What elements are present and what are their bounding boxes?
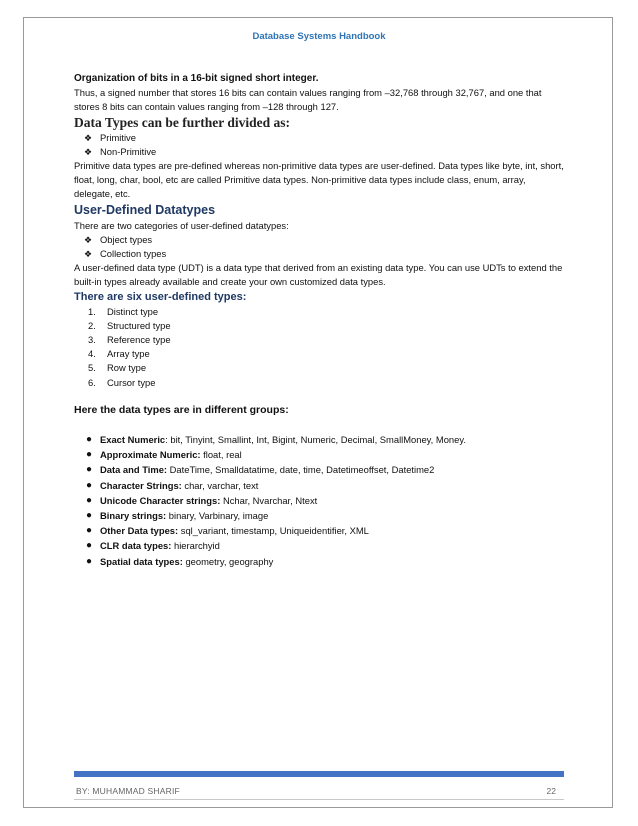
list-item: ● Data and Time: DateTime, Smalldatatime, date, time, Datetimeoffset, Datetime2	[86, 462, 566, 477]
bullet-icon: ●	[86, 540, 93, 552]
page-content	[74, 72, 566, 569]
divided-list	[74, 131, 566, 159]
bullet-icon: ●	[86, 555, 93, 567]
bits-heading: Organization of bits in a 16-bit signed short integer.	[74, 73, 319, 84]
list-item: ● CLR data types: hierarchyid	[86, 538, 566, 553]
footer-author: BY: MUHAMMAD SHARIF	[76, 786, 180, 796]
diamond-bullet-icon: ❖	[84, 146, 93, 157]
list-item: ● Approximate Numeric: float, real	[86, 447, 566, 462]
header-title: Database Systems Handbook	[252, 31, 386, 42]
page-number: 22	[546, 786, 556, 796]
primitive-text: Primitive data types are pre-defined whereas non-primitive data types are user-defined. Data types like byte, int, short, float, long, char, bool, etc are called Primitive data types. Non-primitive data types include class, enum, array, delegate, etc.	[74, 160, 564, 200]
footer-divider	[74, 799, 564, 800]
bullet-icon: ●	[86, 449, 93, 461]
udt-category-list	[74, 233, 566, 261]
list-item: ❖ Collection types	[84, 247, 566, 261]
bits-text: Thus, a signed number that stores 16 bits can contain values ranging from –32,768 through 32,767, and one that stores 8 bits can contain values ranging from –128 through 127.	[74, 87, 542, 113]
bullet-icon: ●	[86, 510, 93, 522]
list-item: ❖ Object types	[84, 233, 566, 247]
list-item: 1. Distinct type	[88, 305, 159, 317]
list-item: ● Other Data types: sql_variant, timestamp, Uniqueidentifier, XML	[86, 523, 566, 538]
list-item: 3. Reference type	[88, 334, 171, 346]
bullet-icon: ●	[86, 464, 93, 476]
list-item: 2. Structured type	[88, 319, 171, 331]
udt-text: A user-defined data type (UDT) is a data type that derived from an existing data type. You can use UDTs to extend the built-in types already available and create your own customized data types.	[74, 262, 563, 288]
bullet-icon: ●	[86, 434, 93, 446]
diamond-bullet-icon: ❖	[84, 249, 93, 260]
list-item: 5. Row type	[88, 362, 147, 374]
divided-heading: Data Types can be further divided as:	[74, 114, 291, 130]
list-item: ❖ Non-Primitive	[84, 145, 566, 159]
udt-intro: There are two categories of user-defined datatypes:	[74, 219, 289, 231]
diamond-bullet-icon: ❖	[84, 132, 93, 143]
list-item: ● Binary strings: binary, Varbinary, image	[86, 508, 566, 523]
udt-heading: User-Defined Datatypes	[74, 202, 216, 217]
list-item: 4. Array type	[88, 348, 150, 360]
groups-list	[74, 432, 566, 569]
list-item: ● Character Strings: char, varchar, text	[86, 478, 566, 493]
bullet-icon: ●	[86, 494, 93, 506]
footer-accent-bar	[74, 771, 564, 777]
bullet-icon: ●	[86, 525, 93, 537]
list-item: 6. Cursor type	[88, 376, 156, 388]
bullet-icon: ●	[86, 479, 93, 491]
groups-heading: Here the data types are in different groups:	[74, 403, 289, 416]
diamond-bullet-icon: ❖	[84, 234, 93, 245]
list-item: ● Unicode Character strings: Nchar, Nvarchar, Ntext	[86, 493, 566, 508]
list-item: ● Exact Numeric: bit, Tinyint, Smallint, Int, Bigint, Numeric, Decimal, SmallMoney, Money.	[86, 432, 566, 447]
six-types-list	[74, 305, 566, 390]
list-item: ● Spatial data types: geometry, geography	[86, 554, 566, 569]
list-item: ❖ Primitive	[84, 131, 566, 145]
six-types-heading: There are six user-defined types:	[74, 290, 247, 303]
